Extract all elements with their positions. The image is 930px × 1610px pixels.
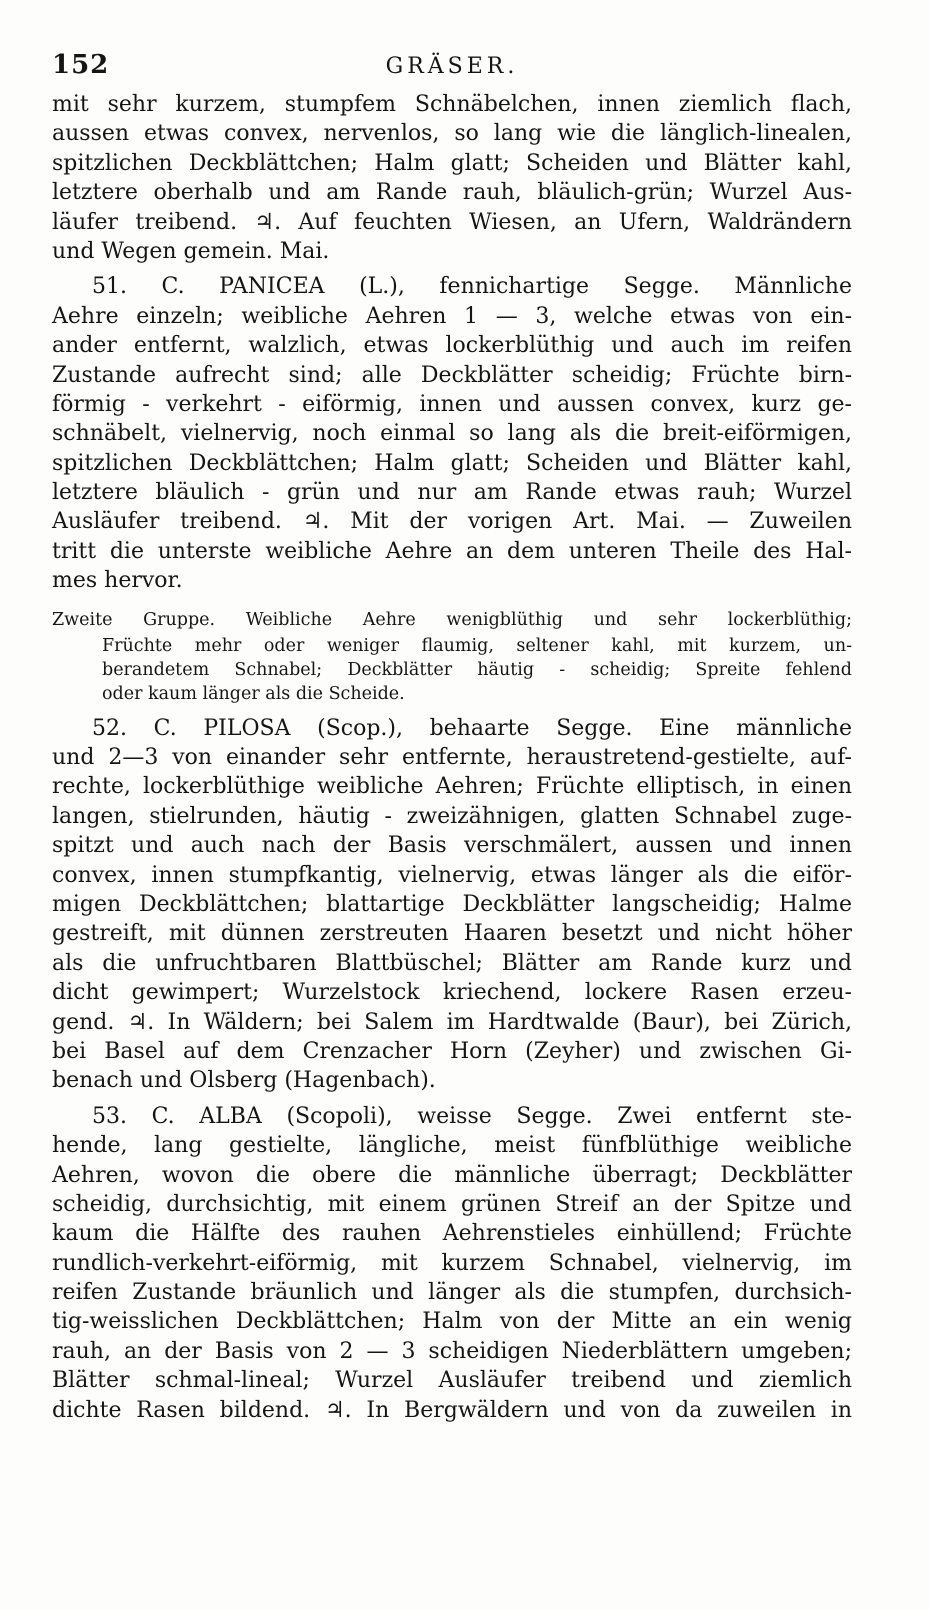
text-line: spitzt und auch nach der Basis verschmälert, aussen und innen <box>52 833 852 859</box>
text-line: aussen etwas convex, nervenlos, so lang wie die länglich-linealen, <box>52 121 852 147</box>
text-line: 53. C. ALBA (Scopoli), weisse Segge. Zwei entfernt ste- <box>92 1103 852 1129</box>
text-line: Aehre einzeln; weibliche Aehren 1 — 3, welche etwas von ein- <box>52 303 852 329</box>
text-line: letztere bläulich - grün und nur am Rande etwas rauh; Wurzel <box>52 480 852 506</box>
text-line: hende, lang gestielte, längliche, meist fünfblüthige weibliche <box>52 1133 852 1159</box>
small-text-line: oder kaum länger als die Scheide. <box>102 683 405 704</box>
text-line: spitzlichen Deckblättchen; Halm glatt; Scheiden und Blätter kahl, <box>52 450 852 476</box>
text-line: spitzlichen Deckblättchen; Halm glatt; Scheiden und Blätter kahl, <box>52 150 852 176</box>
text-line: und Wegen gemein. Mai. <box>52 238 330 264</box>
text-line: förmig - verkehrt - eiförmig, innen und aussen convex, kurz ge- <box>52 391 852 417</box>
text-line: langen, stielrunden, häutig - zweizähnigen, glatten Schnabel zuge- <box>52 803 852 829</box>
entry-53-carex-alba <box>52 1102 852 1425</box>
text-line: mit sehr kurzem, stumpfem Schnäbelchen, innen ziemlich flach, <box>52 92 852 117</box>
text-line: schnäbelt, vielnervig, noch einmal so lang als die breit-eiförmigen, <box>52 421 852 447</box>
text-line: als die unfruchtbaren Blattbüschel; Blätter am Rande kurz und <box>52 950 852 976</box>
text-line: gend. ♃. In Wäldern; bei Salem im Hardtwalde (Baur), bei Zürich, <box>52 1009 852 1035</box>
book-page <box>52 50 852 1425</box>
text-line: 52. C. PILOSA (Scop.), behaarte Segge. Eine männliche <box>92 715 852 741</box>
text-line: Aehren, wovon die obere die männliche überragt; Deckblätter <box>52 1162 852 1188</box>
text-line: Blätter schmal-lineal; Wurzel Ausläufer treibend und ziemlich <box>52 1368 852 1394</box>
text-line: tritt die unterste weibliche Aehre an dem unteren Theile des Hal- <box>52 538 852 564</box>
text-line: dicht gewimpert; Wurzelstock kriechend, lockere Rasen erzeu- <box>52 980 852 1006</box>
text-line: convex, innen stumpfkantig, vielnervig, etwas länger als die eiför- <box>52 862 852 888</box>
small-text-line: Zweite Gruppe. Weibliche Aehre wenigblüthig und sehr lockerblüthig; <box>52 609 852 630</box>
text-line: Ausläufer treibend. ♃. Mit der vorigen Art. Mai. — Zuweilen <box>52 509 852 535</box>
paragraph-continuation <box>52 90 852 266</box>
small-text-line: Früchte mehr oder weniger flaumig, seltener kahl, mit kurzem, un- <box>102 635 852 656</box>
text-line: mes hervor. <box>52 568 183 594</box>
running-title: GRÄSER. <box>385 54 519 79</box>
text-line: rundlich-verkehrt-eiförmig, mit kurzem Schnabel, vielnervig, im <box>52 1250 852 1276</box>
text-line: scheidig, durchsichtig, mit einem grünen Streif an der Spitze und <box>52 1191 852 1217</box>
text-line: tig-weisslichen Deckblättchen; Halm von der Mitte an ein wenig <box>52 1309 852 1335</box>
text-line: rauh, an der Basis von 2 — 3 scheidigen Niederblättern umgeben; <box>52 1338 852 1364</box>
entry-51-carex-panicea <box>52 272 852 595</box>
text-line: dichte Rasen bildend. ♃. In Bergwäldern und von da zuweilen in <box>52 1397 852 1423</box>
text-line: kaum die Hälfte des rauhen Aehrenstieles einhüllend; Früchte <box>52 1221 852 1247</box>
group-heading-zweite-gruppe <box>52 606 852 706</box>
text-line: 51. C. PANICEA (L.), fennichartige Segge. Männliche <box>92 274 852 300</box>
text-line: und 2—3 von einander sehr entfernte, heraustretend-gestielte, auf- <box>52 745 852 771</box>
text-line: läufer treibend. ♃. Auf feuchten Wiesen, an Ufern, Waldrändern <box>52 209 852 235</box>
text-line: rechte, lockerblüthige weibliche Aehren; Früchte elliptisch, in einen <box>52 774 852 800</box>
small-text-line: berandetem Schnabel; Deckblätter häutig - scheidig; Spreite fehlend <box>102 659 852 680</box>
entry-52-carex-pilosa <box>52 714 852 1096</box>
text-line: reifen Zustande bräunlich und länger als die stumpfen, durchsich- <box>52 1280 852 1306</box>
page-header <box>52 50 852 90</box>
text-line: ander entfernt, walzlich, etwas lockerblüthig und auch im reifen <box>52 333 852 359</box>
text-line: gestreift, mit dünnen zerstreuten Haaren besetzt und nicht höher <box>52 921 852 947</box>
text-line: bei Basel auf dem Crenzacher Horn (Zeyher) und zwischen Gi- <box>52 1038 852 1064</box>
page-number: 152 <box>52 50 110 80</box>
text-line: benach und Olsberg (Hagenbach). <box>52 1068 436 1094</box>
text-line: Zustande aufrecht sind; alle Deckblätter scheidig; Früchte birn- <box>52 362 852 388</box>
text-line: migen Deckblättchen; blattartige Deckblätter langscheidig; Halme <box>52 891 852 917</box>
text-line: letztere oberhalb und am Rande rauh, bläulich-grün; Wurzel Aus- <box>52 180 852 206</box>
